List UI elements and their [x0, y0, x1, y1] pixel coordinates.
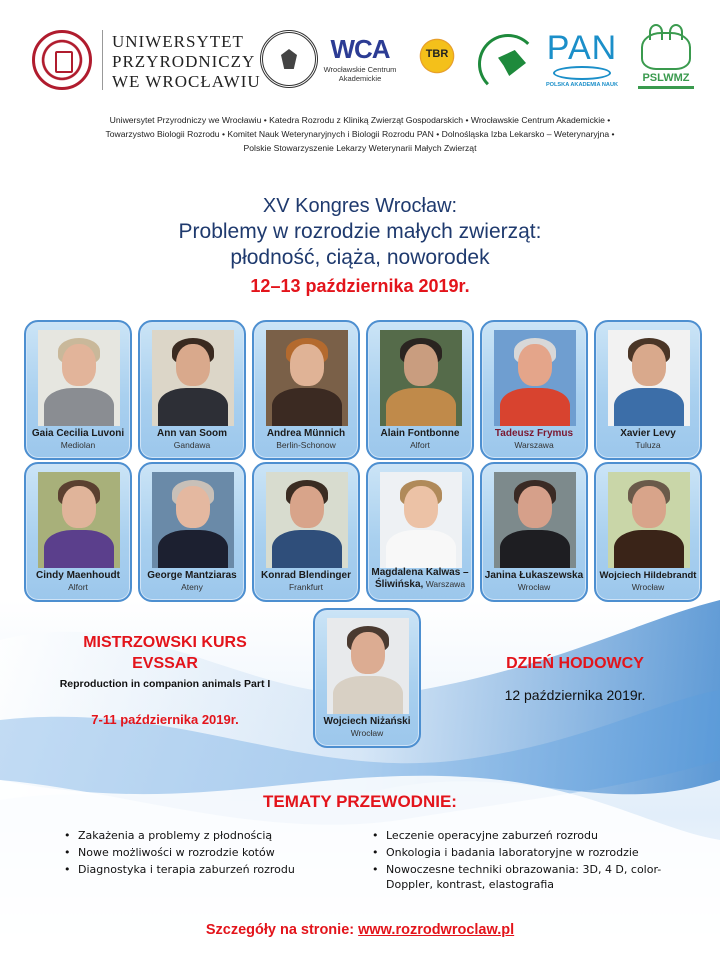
speaker-city: Alfort [410, 440, 430, 450]
footer [0, 922, 720, 938]
speaker-name: Tadeusz Frymus [494, 428, 574, 439]
topic-item: • Zakażenia a problemy z płodnością [64, 828, 364, 843]
speaker-name: Andrea Münnich [266, 428, 346, 439]
speaker-card [24, 462, 132, 602]
university-name: UNIWERSYTET PRZYRODNICZY WE WROCŁAWIU [112, 32, 261, 91]
title-line-1: XV Kongres Wrocław: [262, 195, 458, 217]
speaker-card [594, 462, 702, 602]
speaker-photo [608, 472, 690, 568]
breeder-day [470, 655, 680, 703]
speaker-city: Alfort [68, 582, 88, 592]
organizers-line: Towarzystwo Biologii Rozrodu • Komitet Nauk Weterynaryjnych i Biologii Rozrodu PAN • Dolnośląska Izba Lekarsko – Weterynaryjna • [105, 129, 615, 139]
pslwmz-mark: PSLWMZ [642, 72, 690, 84]
speaker-name-cont: Śliwińska, [374, 579, 424, 590]
speaker-card [313, 608, 421, 748]
speaker-card [366, 320, 474, 460]
speaker-photo [380, 330, 462, 426]
topic-item: • Nowoczesne techniki obrazowania: 3D, 4 D, color-Doppler, kontrast, elastografia [372, 862, 682, 892]
speaker-city: Ateny [181, 582, 203, 592]
breeder-day-title: DZIEŃ HODOWCY [506, 655, 644, 672]
topic-item: • Onkologia i badania laboratoryjne w rozrodzie [372, 845, 682, 860]
speaker-name: Gaia Cecilia Luvoni [31, 428, 125, 439]
speaker-city: Warszawa [514, 440, 554, 450]
speaker-name: Alain Fontbonne [380, 428, 460, 439]
speaker-card [594, 320, 702, 460]
speaker-card [252, 320, 360, 460]
speaker-city: Tuluza [635, 440, 661, 450]
speaker-city: Wrocław [517, 582, 551, 592]
speaker-city: Berlin-Schonow [276, 440, 336, 450]
title-line-2: Problemy w rozrodzie małych zwierząt: [178, 220, 542, 243]
master-course [25, 632, 305, 727]
website-link[interactable]: www.rozrodwroclaw.pl [358, 922, 515, 938]
speaker-photo [380, 472, 462, 568]
pan-mark: PAN [546, 29, 618, 67]
topic-item: • Diagnostyka i terapia zaburzeń rozrodu [64, 862, 364, 877]
speaker-name: Wojciech Niżański [323, 716, 411, 727]
speaker-name: Cindy Maenhoudt [36, 570, 120, 581]
breeder-day-date: 12 października 2019r. [504, 687, 646, 703]
speaker-photo [38, 330, 120, 426]
pan-caption: POLSKA AKADEMIA NAUK [545, 82, 619, 88]
speaker-photo [608, 330, 690, 426]
speaker-city: Wrocław [631, 582, 665, 592]
organizers-line: Polskie Stowarzyszenie Lekarzy Weterynarii Małych Zwierząt [243, 143, 477, 153]
speaker-name-line-2 [368, 579, 472, 590]
speaker-card [480, 320, 588, 460]
speaker-name: Janina Łukaszewska [484, 570, 584, 581]
speaker-photo [266, 472, 348, 568]
speaker-name: George Mantziaras [147, 570, 237, 581]
speaker-photo [494, 472, 576, 568]
tbr-mark: TBR [425, 48, 449, 60]
speaker-name: Konrad Blendinger [260, 570, 351, 581]
topic-item: • Nowe możliwości w rozrodzie kotów [64, 845, 364, 860]
speaker-name: Magdalena Kalwas – [371, 567, 469, 578]
course-date: 7-11 października 2019r. [91, 712, 239, 727]
speaker-photo [152, 472, 234, 568]
wca-mark: WCA [330, 34, 390, 64]
speaker-photo [494, 330, 576, 426]
course-subtitle: Reproduction in companion animals Part I [59, 678, 271, 690]
speaker-city: Warszawa [425, 579, 466, 589]
speaker-name: Xavier Levy [620, 428, 676, 439]
speaker-card [366, 462, 474, 602]
topics-list-left [64, 828, 364, 879]
congress-date: 12–13 października 2019r. [250, 276, 470, 296]
speaker-city: Frankfurt [288, 582, 323, 592]
speaker-card [24, 320, 132, 460]
topics-heading: TEMATY PRZEWODNIE: [263, 792, 457, 811]
speaker-city: Mediolan [60, 440, 96, 450]
speaker-photo [152, 330, 234, 426]
wca-caption: Wrocławskie Centrum Akademickie [323, 65, 397, 83]
organizers-line: Uniwersytet Przyrodniczy we Wrocławiu • Katedra Rozrodu z Kliniką Zwierząt Gospodarskich • Wrocławskie Centrum Akademickie • [109, 115, 611, 125]
speaker-photo [38, 472, 120, 568]
speaker-card [480, 462, 588, 602]
speaker-photo [266, 330, 348, 426]
topics-list-right [372, 828, 682, 894]
speaker-card [252, 462, 360, 602]
speaker-name: Wojciech Hildebrandt [599, 570, 697, 581]
speaker-city: Gandawa [173, 440, 211, 450]
speaker-city: Wrocław [350, 728, 384, 738]
course-title-line-2: EVSSAR [132, 655, 198, 672]
speaker-photo [327, 618, 409, 714]
title-line-3: płodność, ciąża, noworodek [230, 246, 490, 269]
topic-item: • Leczenie operacyjne zaburzeń rozrodu [372, 828, 682, 843]
speaker-card [138, 320, 246, 460]
footer-label: Szczegóły na stronie: [205, 922, 355, 938]
speaker-name: Ann van Soom [156, 428, 227, 439]
speaker-card [138, 462, 246, 602]
course-title-line-1: MISTRZOWSKI KURS [83, 634, 247, 651]
